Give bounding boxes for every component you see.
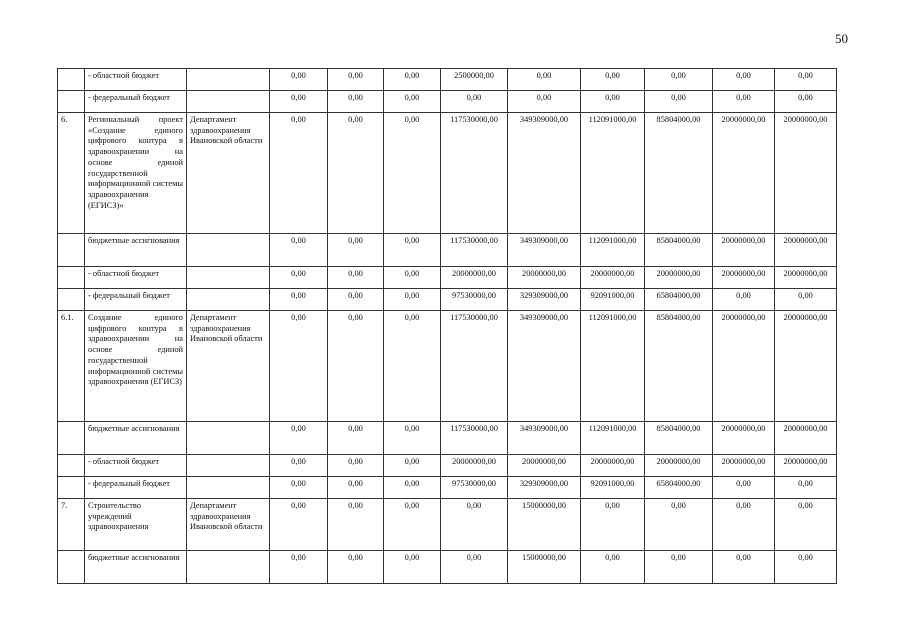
value-cell: 20000000,00 (775, 422, 837, 455)
value-cell: 0,00 (328, 234, 384, 267)
value-cell: 20000000,00 (508, 267, 581, 289)
value-cell: 20000000,00 (441, 267, 508, 289)
value-cell: 20000000,00 (775, 234, 837, 267)
value-cell: 329309000,00 (508, 477, 581, 499)
value-cell: 0,00 (384, 499, 441, 551)
value-cell: 0,00 (384, 113, 441, 234)
value-cell: 2500000,00 (441, 69, 508, 91)
value-cell: 15000000,00 (508, 499, 581, 551)
value-cell: 0,00 (508, 91, 581, 113)
value-cell: 112091000,00 (581, 422, 645, 455)
value-cell: 112091000,00 (581, 113, 645, 234)
value-cell: 0,00 (328, 113, 384, 234)
table-row (58, 289, 837, 311)
value-cell: 117530000,00 (441, 113, 508, 234)
value-cell: 20000000,00 (441, 455, 508, 477)
row-executor (187, 551, 270, 584)
value-cell: 0,00 (713, 499, 775, 551)
row-name: бюджетные ассигнования (85, 234, 187, 267)
value-cell: 20000000,00 (713, 422, 775, 455)
value-cell: 0,00 (328, 289, 384, 311)
value-cell: 0,00 (270, 311, 328, 422)
row-name: - областной бюджет (85, 267, 187, 289)
value-cell: 0,00 (713, 69, 775, 91)
row-number (58, 267, 85, 289)
value-cell: 92091000,00 (581, 477, 645, 499)
budget-table (57, 68, 837, 584)
value-cell: 0,00 (384, 289, 441, 311)
table-row (58, 69, 837, 91)
row-name: - областной бюджет (85, 69, 187, 91)
value-cell: 0,00 (775, 551, 837, 584)
value-cell: 0,00 (645, 69, 713, 91)
row-number (58, 289, 85, 311)
table-row (58, 422, 837, 455)
row-executor (187, 289, 270, 311)
value-cell: 0,00 (384, 234, 441, 267)
value-cell: 0,00 (713, 289, 775, 311)
row-executor (187, 234, 270, 267)
row-executor: Департамент здравоохранения Ивановской области (187, 499, 270, 551)
value-cell: 85804000,00 (645, 234, 713, 267)
value-cell: 112091000,00 (581, 234, 645, 267)
value-cell: 0,00 (270, 289, 328, 311)
row-number (58, 455, 85, 477)
value-cell: 0,00 (441, 499, 508, 551)
value-cell: 85804000,00 (645, 311, 713, 422)
table-row (58, 311, 837, 422)
row-number (58, 91, 85, 113)
value-cell: 85804000,00 (645, 422, 713, 455)
value-cell: 20000000,00 (713, 455, 775, 477)
value-cell: 112091000,00 (581, 311, 645, 422)
value-cell: 0,00 (645, 91, 713, 113)
table-row (58, 267, 837, 289)
value-cell: 20000000,00 (508, 455, 581, 477)
value-cell: 0,00 (270, 422, 328, 455)
value-cell: 0,00 (581, 69, 645, 91)
value-cell: 20000000,00 (713, 267, 775, 289)
value-cell: 0,00 (581, 499, 645, 551)
value-cell: 97530000,00 (441, 477, 508, 499)
row-executor (187, 455, 270, 477)
value-cell: 117530000,00 (441, 311, 508, 422)
value-cell: 0,00 (775, 499, 837, 551)
value-cell: 0,00 (775, 289, 837, 311)
value-cell: 0,00 (713, 477, 775, 499)
row-executor (187, 422, 270, 455)
table-row (58, 455, 837, 477)
table-row (58, 477, 837, 499)
value-cell: 65804000,00 (645, 477, 713, 499)
value-cell: 97530000,00 (441, 289, 508, 311)
value-cell: 85804000,00 (645, 113, 713, 234)
value-cell: 0,00 (384, 311, 441, 422)
row-name: - федеральный бюджет (85, 91, 187, 113)
value-cell: 20000000,00 (645, 455, 713, 477)
value-cell: 20000000,00 (713, 311, 775, 422)
value-cell: 0,00 (270, 91, 328, 113)
row-name: - областной бюджет (85, 455, 187, 477)
value-cell: 0,00 (270, 234, 328, 267)
row-name: Создание единого цифрового контура в здравоохранении на основе единой государственной информационной системы здравоохранения (ЕГИСЗ) (85, 311, 187, 422)
row-name: - федеральный бюджет (85, 477, 187, 499)
value-cell: 20000000,00 (645, 267, 713, 289)
value-cell: 349309000,00 (508, 113, 581, 234)
row-number: 7. (58, 499, 85, 551)
row-name: - федеральный бюджет (85, 289, 187, 311)
page-number: 50 (835, 31, 848, 46)
row-number: 6.1. (58, 311, 85, 422)
value-cell: 0,00 (775, 69, 837, 91)
row-name: Региональный проект «Создание единого цифрового контура в здравоохранении на основе единой государственной информационной системы здравоохранения (ЕГИСЗ)» (85, 113, 187, 234)
value-cell: 0,00 (384, 551, 441, 584)
value-cell: 0,00 (328, 91, 384, 113)
value-cell: 20000000,00 (713, 234, 775, 267)
value-cell: 20000000,00 (775, 455, 837, 477)
value-cell: 0,00 (328, 455, 384, 477)
value-cell: 20000000,00 (775, 267, 837, 289)
row-executor (187, 69, 270, 91)
table-row (58, 91, 837, 113)
value-cell: 0,00 (270, 69, 328, 91)
value-cell: 0,00 (775, 91, 837, 113)
value-cell: 0,00 (270, 267, 328, 289)
value-cell: 20000000,00 (581, 455, 645, 477)
row-executor (187, 477, 270, 499)
value-cell: 0,00 (270, 499, 328, 551)
value-cell: 0,00 (328, 477, 384, 499)
value-cell: 0,00 (441, 91, 508, 113)
value-cell: 0,00 (441, 551, 508, 584)
value-cell: 0,00 (713, 551, 775, 584)
row-number (58, 234, 85, 267)
row-executor: Департамент здравоохранения Ивановской области (187, 311, 270, 422)
row-name: бюджетные ассигнования (85, 551, 187, 584)
value-cell: 20000000,00 (775, 113, 837, 234)
value-cell: 0,00 (384, 422, 441, 455)
row-number (58, 477, 85, 499)
value-cell: 20000000,00 (775, 311, 837, 422)
table-row (58, 113, 837, 234)
value-cell: 117530000,00 (441, 422, 508, 455)
row-name: Строительство учреждений здравоохранения (85, 499, 187, 551)
value-cell: 349309000,00 (508, 234, 581, 267)
row-executor (187, 267, 270, 289)
value-cell: 0,00 (328, 499, 384, 551)
row-number (58, 551, 85, 584)
value-cell: 0,00 (328, 422, 384, 455)
value-cell: 0,00 (328, 267, 384, 289)
value-cell: 0,00 (384, 455, 441, 477)
table-row (58, 551, 837, 584)
value-cell: 0,00 (384, 477, 441, 499)
value-cell: 0,00 (270, 477, 328, 499)
value-cell: 0,00 (508, 69, 581, 91)
row-name: бюджетные ассигнования (85, 422, 187, 455)
value-cell: 0,00 (384, 69, 441, 91)
value-cell: 20000000,00 (713, 113, 775, 234)
value-cell: 65804000,00 (645, 289, 713, 311)
value-cell: 0,00 (581, 551, 645, 584)
value-cell: 0,00 (270, 551, 328, 584)
row-executor (187, 91, 270, 113)
row-executor: Департамент здравоохранения Ивановской области (187, 113, 270, 234)
value-cell: 15000000,00 (508, 551, 581, 584)
value-cell: 0,00 (328, 551, 384, 584)
value-cell: 329309000,00 (508, 289, 581, 311)
value-cell: 117530000,00 (441, 234, 508, 267)
value-cell: 92091000,00 (581, 289, 645, 311)
table-row (58, 499, 837, 551)
value-cell: 0,00 (328, 311, 384, 422)
value-cell: 0,00 (713, 91, 775, 113)
value-cell: 0,00 (270, 113, 328, 234)
value-cell: 0,00 (270, 455, 328, 477)
row-number (58, 69, 85, 91)
value-cell: 0,00 (581, 91, 645, 113)
row-number (58, 422, 85, 455)
value-cell: 349309000,00 (508, 422, 581, 455)
table-row (58, 234, 837, 267)
value-cell: 0,00 (328, 69, 384, 91)
value-cell: 349309000,00 (508, 311, 581, 422)
row-number: 6. (58, 113, 85, 234)
value-cell: 0,00 (775, 477, 837, 499)
value-cell: 0,00 (645, 551, 713, 584)
value-cell: 0,00 (384, 91, 441, 113)
value-cell: 0,00 (645, 499, 713, 551)
value-cell: 20000000,00 (581, 267, 645, 289)
value-cell: 0,00 (384, 267, 441, 289)
